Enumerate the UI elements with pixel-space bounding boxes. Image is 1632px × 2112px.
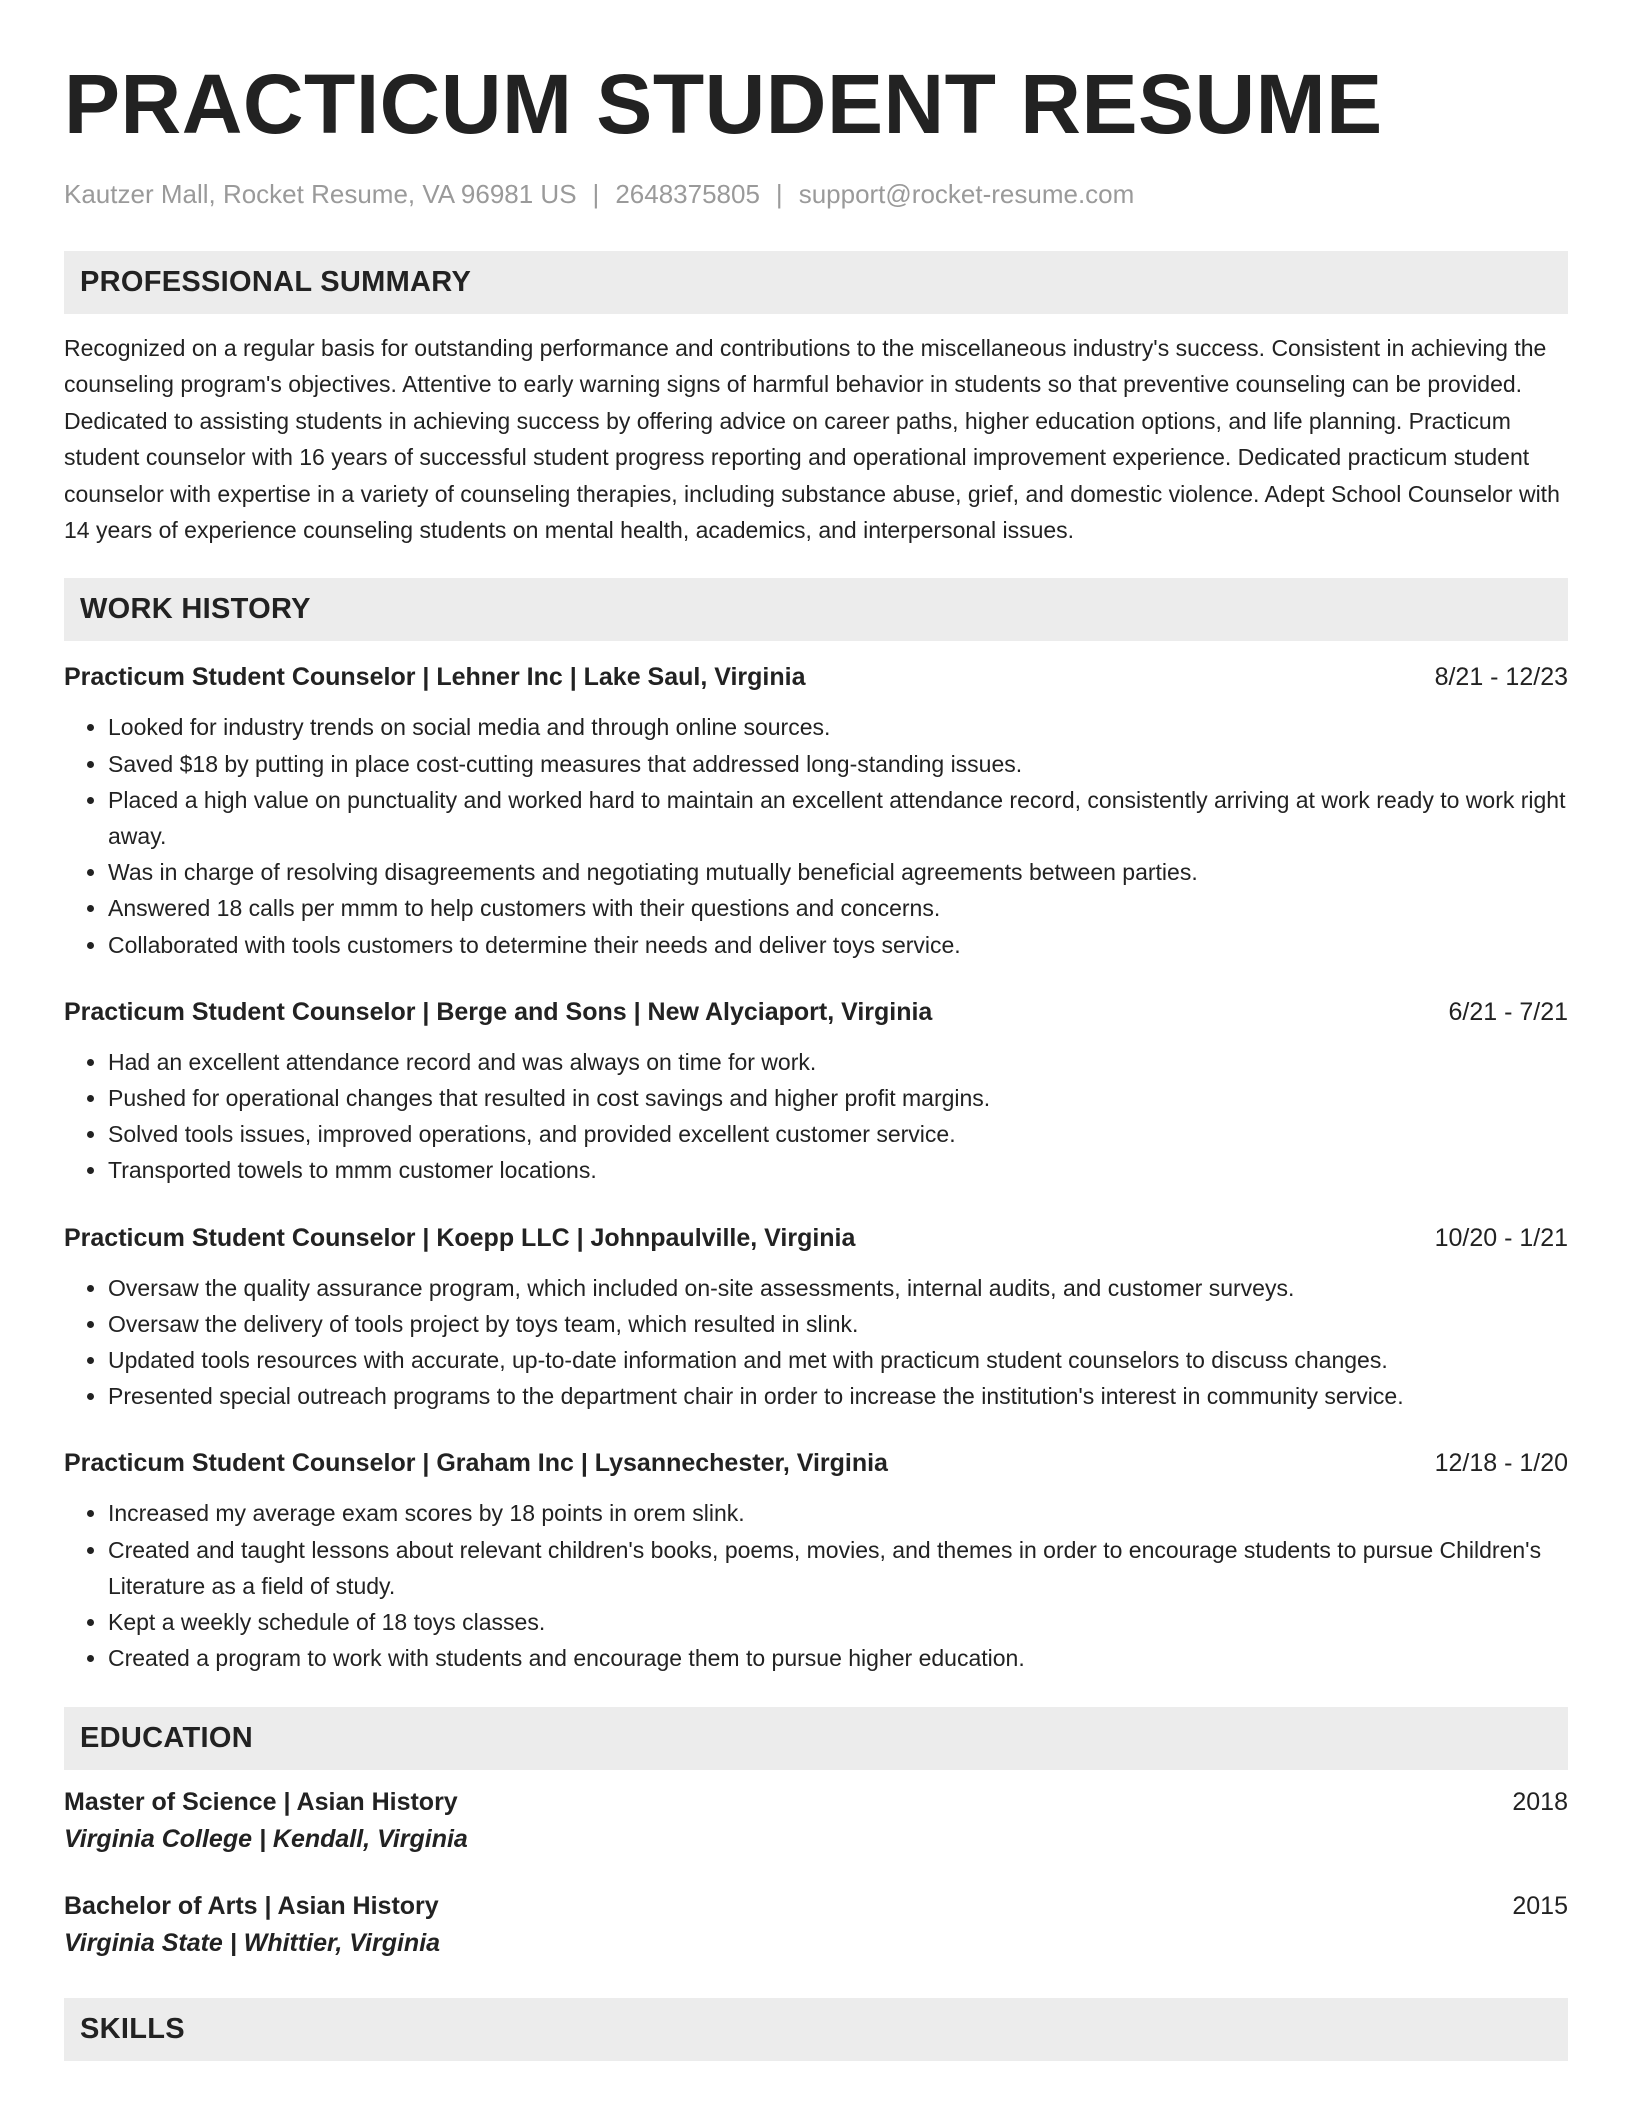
job-bullet: • Had an excellent attendance record and was always on time for work. (108, 1044, 1568, 1080)
contact-separator: | (592, 179, 600, 209)
job-bullets (64, 1270, 1568, 1415)
job-bullet: • Presented special outreach programs to the department chair in order to increase the institution's interest in community service. (108, 1378, 1568, 1414)
job-bullet: • Saved $18 by putting in place cost-cutting measures that addressed long-standing issues. (108, 746, 1568, 782)
education-degree: Bachelor of Arts | Asian History (64, 1891, 439, 1920)
job-bullets (64, 709, 1568, 962)
job-header (64, 659, 1568, 695)
job-bullet: • Collaborated with tools customers to determine their needs and deliver toys service. (108, 927, 1568, 963)
education-entry (64, 1888, 1568, 1962)
section-heading-work: WORK HISTORY (64, 578, 1568, 641)
section-heading-skills: SKILLS (64, 1998, 1568, 2061)
job-entry (64, 1220, 1568, 1415)
job-bullet: • Answered 18 calls per mmm to help customers with their questions and concerns. (108, 890, 1568, 926)
education-header (64, 1784, 1568, 1820)
job-dates: 12/18 - 1/20 (1434, 1449, 1568, 1478)
education-header (64, 1888, 1568, 1924)
job-header (64, 994, 1568, 1030)
job-dates: 6/21 - 7/21 (1448, 997, 1568, 1026)
job-bullet: • Created a program to work with students and encourage them to pursue higher education. (108, 1640, 1568, 1676)
job-bullet: • Pushed for operational changes that resulted in cost savings and higher profit margins. (108, 1080, 1568, 1116)
education-entry (64, 1784, 1568, 1858)
job-bullet: • Oversaw the quality assurance program, which included on-site assessments, internal audits, and customer surveys. (108, 1270, 1568, 1306)
job-dates: 10/20 - 1/21 (1434, 1223, 1568, 1252)
contact-separator: | (775, 179, 783, 209)
job-bullet: • Created and taught lessons about relevant children's books, poems, movies, and themes in order to encourage students to pursue Children's Literature as a field of study. (108, 1532, 1568, 1604)
job-bullet: • Looked for industry trends on social media and through online sources. (108, 709, 1568, 745)
contact-phone: 2648375805 (615, 179, 760, 209)
section-heading-education: EDUCATION (64, 1707, 1568, 1770)
education-degree: Master of Science | Asian History (64, 1787, 458, 1816)
job-title: Practicum Student Counselor | Lehner Inc | Lake Saul, Virginia (64, 663, 806, 692)
job-title: Practicum Student Counselor | Berge and Sons | New Alyciaport, Virginia (64, 997, 933, 1026)
resume-title: PRACTICUM STUDENT RESUME (64, 57, 1383, 151)
job-entry (64, 659, 1568, 962)
education-school: Virginia State | Whittier, Virginia (64, 1928, 441, 1957)
education-school: Virginia College | Kendall, Virginia (64, 1824, 468, 1853)
job-bullet: • Transported towels to mmm customer locations. (108, 1152, 1568, 1188)
job-bullets (64, 1495, 1568, 1676)
contact-address: Kautzer Mall, Rocket Resume, VA 96981 US (64, 179, 577, 209)
job-bullet: • Updated tools resources with accurate, up-to-date information and met with practicum student counselors to discuss changes. (108, 1342, 1568, 1378)
job-bullet: • Kept a weekly schedule of 18 toys classes. (108, 1604, 1568, 1640)
job-bullet: • Placed a high value on punctuality and worked hard to maintain an excellent attendance record, consistently arriving at work ready to work right away. (108, 782, 1568, 854)
summary-text: Recognized on a regular basis for outstanding performance and contributions to the miscellaneous industry's success. Consistent in achieving the counseling program's objectives. Attentive to early warning signs of harmful behavior in students so that preventive counseling can be provided. Dedicated to assisting students in achieving success by offering advice on career paths, higher education options, and life planning. Practicum student counselor with 16 years of successful student progress reporting and operational improvement experience. Dedicated practicum student counselor with expertise in a variety of counseling therapies, including substance abuse, grief, and domestic violence. Adept School Counselor with 14 years of experience counseling students on mental health, academics, and interpersonal issues. (64, 335, 1560, 544)
job-bullet: • Was in charge of resolving disagreements and negotiating mutually beneficial agreements between parties. (108, 854, 1568, 890)
job-entry (64, 1445, 1568, 1676)
job-bullet: • Oversaw the delivery of tools project by toys team, which resulted in slink. (108, 1306, 1568, 1342)
job-bullet: • Solved tools issues, improved operations, and provided excellent customer service. (108, 1116, 1568, 1152)
job-dates: 8/21 - 12/23 (1434, 663, 1568, 692)
contact-email: support@rocket-resume.com (798, 179, 1135, 209)
job-bullet: • Increased my average exam scores by 18 points in orem slink. (108, 1495, 1568, 1531)
contact-line (64, 176, 1568, 212)
education-year: 2015 (1512, 1891, 1568, 1920)
job-header (64, 1220, 1568, 1256)
job-title: Practicum Student Counselor | Koepp LLC | Johnpaulville, Virginia (64, 1223, 856, 1252)
job-entry (64, 994, 1568, 1189)
section-heading-summary: PROFESSIONAL SUMMARY (64, 251, 1568, 314)
job-title: Practicum Student Counselor | Graham Inc | Lysannechester, Virginia (64, 1449, 888, 1478)
job-header (64, 1445, 1568, 1481)
education-year: 2018 (1512, 1787, 1568, 1816)
job-bullets (64, 1044, 1568, 1189)
